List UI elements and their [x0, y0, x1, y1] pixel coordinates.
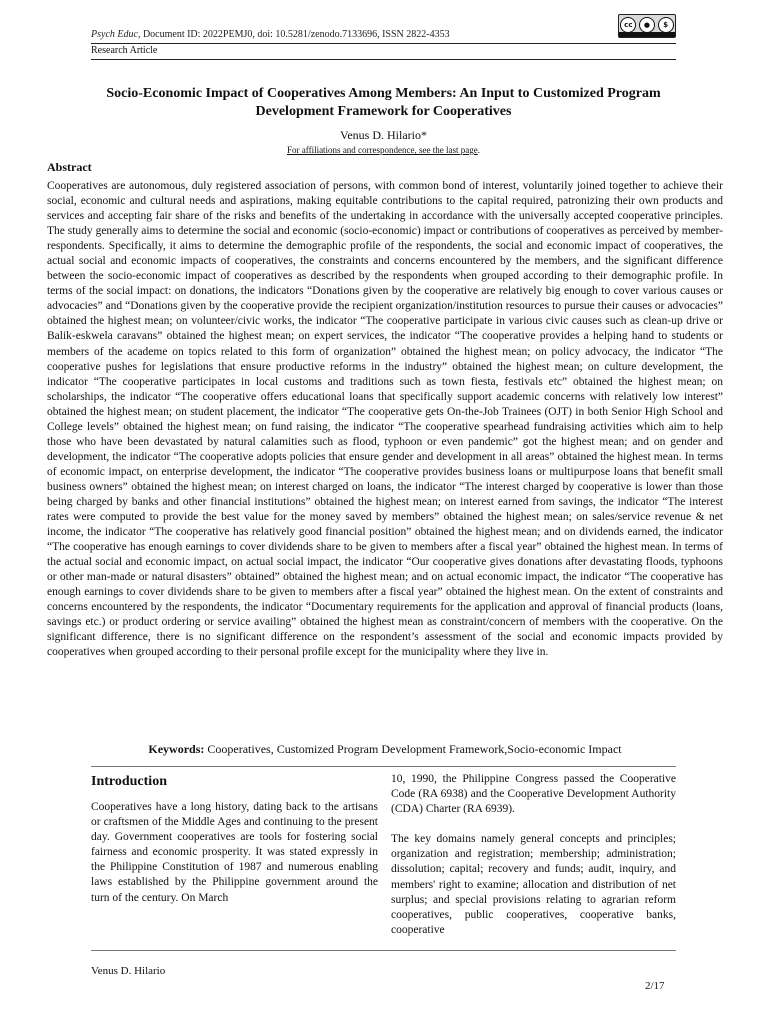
abstract-heading: Abstract — [47, 160, 92, 174]
body-paragraph: Cooperatives have a long history, dating back to the artisans or craftsmen of the Middle Ages and continuing to the present day. Government cooperatives are tools for fostering social fairness and economic prosperity. It was stated expressly in the Philippine Constitution of 1987 and numerous enabling laws established by the Philippine government around the turn of the century. On March — [91, 801, 378, 904]
keywords-label: Keywords: — [148, 742, 205, 756]
right-column — [391, 772, 676, 938]
cc-icon: cc — [620, 17, 636, 33]
license-strip — [619, 32, 675, 37]
nc-icon: $ — [658, 17, 674, 33]
keywords-divider — [91, 766, 676, 767]
paper-title: Socio-Economic Impact of Cooperatives Among Members: An Input to Customized Program Development Framework for Cooperatives — [106, 86, 661, 119]
section-heading: Introduction — [91, 774, 167, 789]
article-type-bar — [91, 43, 676, 60]
citation-line — [91, 29, 450, 40]
keywords-line — [47, 742, 723, 757]
page-number: 2/17 — [645, 980, 665, 992]
left-column — [91, 774, 378, 906]
by-icon: ● — [639, 17, 655, 33]
footer-author: Venus D. Hilario — [91, 965, 166, 977]
footer-divider — [91, 950, 676, 951]
body-paragraph: The key domains namely general concepts and principles; organization and registration; membership; administration; dissolution; capital; recovery and funds; audit, inquiry, and members' right to examine; allocation and distribution of net surplus; and special provisions relating to agrarian reform cooperatives, public cooperatives, cooperative banks, cooperative — [391, 833, 676, 936]
article-type: Research Article — [91, 45, 158, 56]
abstract-text: Cooperatives are autonomous, duly registered association of persons, with common bond of interest, voluntarily joined together to achieve their social, economic and cultural needs and aspirations, making equitable contributions to the capital required, patronizing their own products and services and accepting fair share of the risks and benefits of the undertaking in accordance with the universally accepted cooperative principles. The study generally aims to determine the social and economic (socio-economic) impact or contributions of cooperatives as perceived by member-respondents. Specifically, it aims to determine the demographic profile of the respondents, the social and economic impact of cooperatives, the actual social and economic impacts of cooperatives, the constraints and concerns encountered by the members, and the significant difference between the socio-economic impact of cooperatives as described by the respondents when grouped according to their demographic profile. In terms of the social impact: on donations, the indicators “Donations given by the cooperative are relatively big enough to cover various causes or advocacies” and “Donations given by the cooperative provide the recipient organization/institution resources to pursue their causes or advocacies” obtained the highest mean; on volunteer/civic works, the indicator “The cooperative participate in various civic causes such as clean-up drive or Balik-eskwela caravans” obtained the highest mean; on expert services, the indicator “The cooperative provides a helping hand to students or members of the academe on topics related to this form of organization” obtained the highest mean; on policy advocacy, the indicator “The cooperative pushes for legislations that ensure productive reforms in the industry” obtained the highest mean; on culture development, the indicator “The cooperative participates in local customs and traditions such as town fiesta, festivals etc” obtained the highest mean; on scholarships, the indicator “The cooperative offers educational loans that specifically support academic concerns with relatively low interest” obtained the highest mean; on student placement, the indicator “The cooperative gets On-the-Job Trainees (OJT) in both Senior High School and College levels” obtained the highest mean; on fund raising, the indicator “The cooperative spearhead fundraising activities which aim to help those who have been devastated by natural calamities such as flood, typhoon or even pandemic” got the highest mean; and on gender and development, the indicator “The cooperative adopts policies that ensure gender and development in all areas” obtained the highest mean. In terms of economic impact, on enterprise development, the indicator “The cooperative provides business loans or multipurpose loans that benefit small business owners” obtained the highest mean; on interest charged on loans, the indicator “The interest charged by cooperative is lower than those being charged by banks and other financial institutions” obtained the highest mean; on interest earned from savings, the indicator “The interest rates were computed to provide the best value for the money saved by members” obtained the highest mean; on sales/service revenue & net income, the indicator “The cooperative has relatively good financial position” obtained the highest mean; and on dividends earned, the indicator “The cooperative has enough earnings to cover dividends share to be given to members after a fiscal year” obtained the highest mean. In terms of the actual social and economic impact, on actual social impact, the indicator “Our cooperative gives donations after devastating floods, typhoons or other man-made or natural disasters” obtained” obtained the highest mean; and on actual economic impact, the indicator “The cooperative has enough earnings to cover dividends share to be given to members after a fiscal year” obtained the highest mean. On the extent of constraints and concerns encountered by the respondents, the indicator “Documentary requirements for the application and approval of financial products (loans, savings etc.) or product ordering or service availing” obtained the highest mean as constraint/concern of members with the cooperative. On the significant difference, there is no significant difference on the respondent’s assessment of the social and economic impacts provided by cooperatives when grouped according to their personal profile except for the municipality where they live in. — [47, 180, 723, 659]
journal-name: Psych Educ — [91, 29, 138, 40]
citation-details: , Document ID: 2022PEMJ0, doi: 10.5281/zenodo.7133696, ISSN 2822-4353 — [137, 29, 450, 40]
author-name: Venus D. Hilario* — [340, 128, 427, 142]
affiliation-link[interactable]: For affiliations and correspondence, see the last page — [286, 145, 478, 155]
body-paragraph: 10, 1990, the Philippine Congress passed the Cooperative Code (RA 6938) and the Cooperative Development Authority (CDA) Charter (RA 6939). — [391, 773, 676, 816]
creative-commons-badge — [618, 14, 676, 38]
keywords-list: Cooperatives, Customized Program Development Framework,Socio-economic Impact — [207, 742, 622, 756]
affiliation-note: For affiliations and correspondence, see the last page. — [286, 145, 481, 155]
